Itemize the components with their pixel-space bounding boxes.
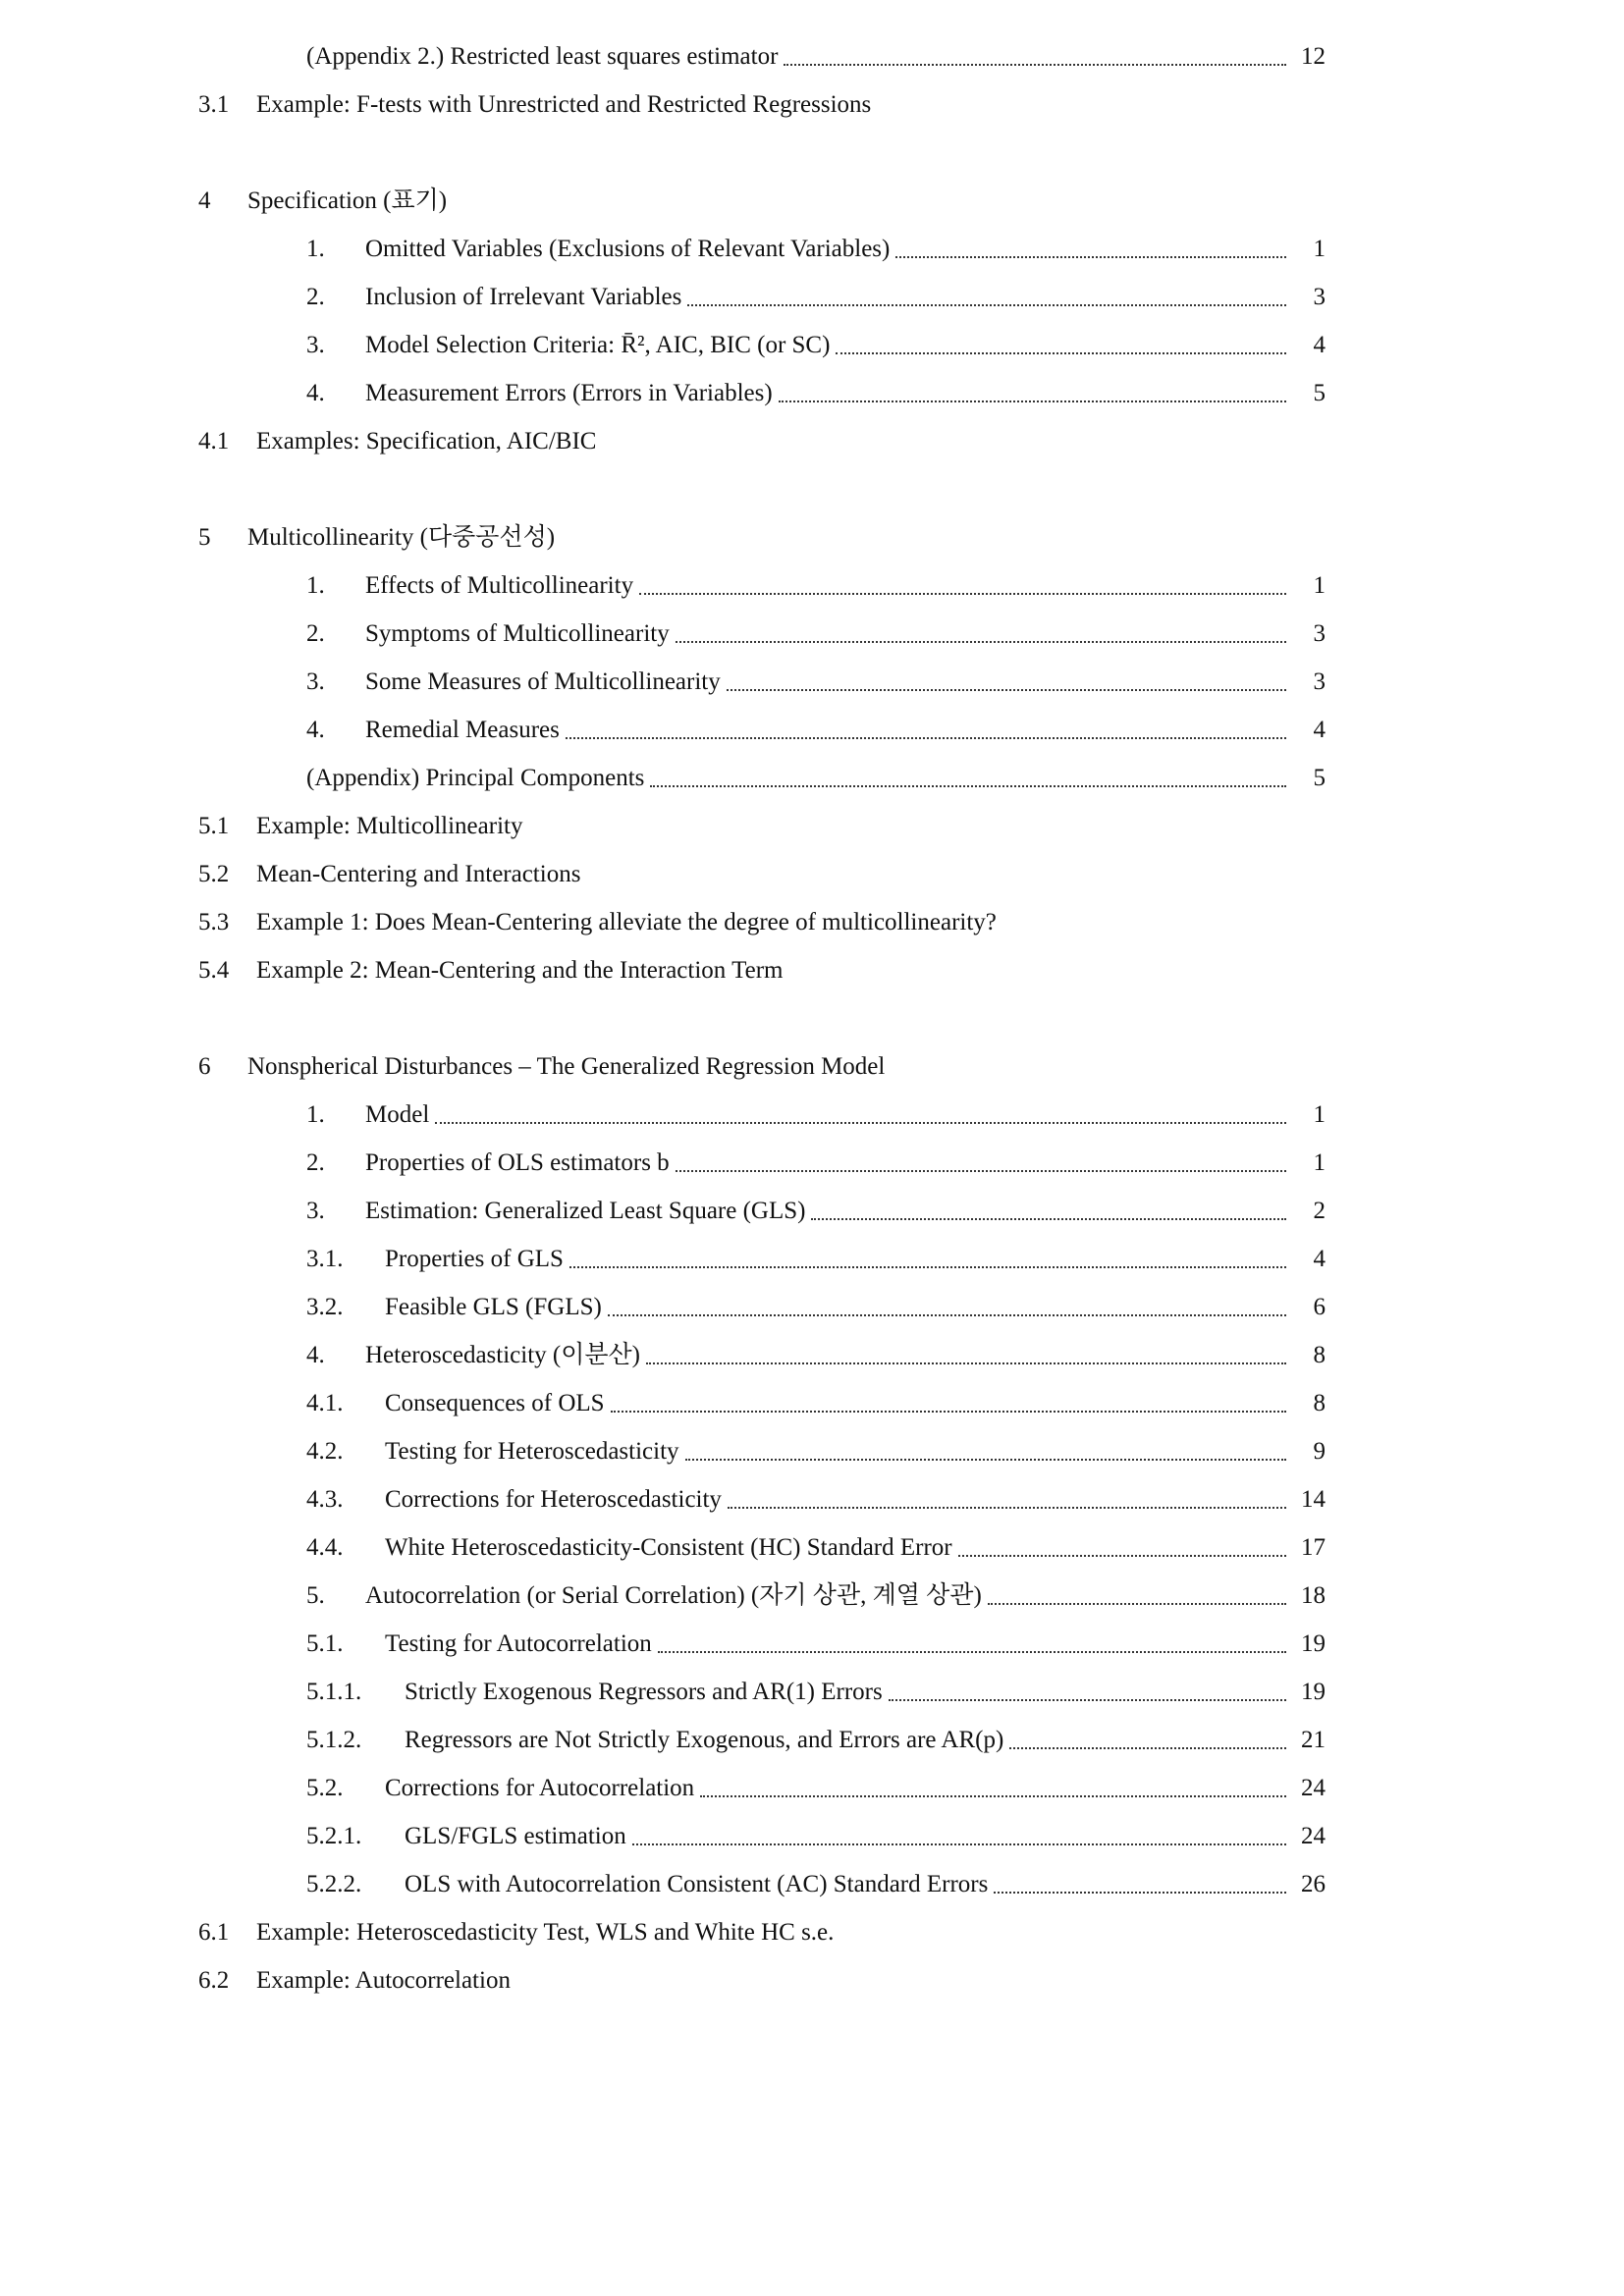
entry-title: Properties of OLS estimators b <box>365 1149 670 1176</box>
toc-entry[interactable] <box>0 1235 1624 1283</box>
entry-number: 3.1 <box>198 91 230 118</box>
entry-number: 4.4. <box>306 1534 344 1561</box>
entry-number: 4 <box>198 187 211 214</box>
dot-leader <box>836 352 1286 354</box>
toc-entry[interactable] <box>0 1427 1624 1475</box>
dot-leader <box>727 689 1286 691</box>
entry-number: 1. <box>306 236 325 262</box>
page-number: 24 <box>1301 1775 1326 1801</box>
entry-title: Testing for Autocorrelation <box>385 1630 652 1657</box>
page-number: 21 <box>1301 1727 1326 1753</box>
toc-example-entry[interactable] <box>0 1908 1624 1956</box>
page-number: 1 <box>1313 572 1326 599</box>
page-number: 1 <box>1313 1101 1326 1128</box>
dot-leader <box>566 737 1286 739</box>
page-number: 4 <box>1313 332 1326 358</box>
entry-number: 4. <box>306 380 325 406</box>
toc-entry[interactable] <box>0 321 1624 369</box>
entry-title: Example 2: Mean-Centering and the Interaction Term <box>256 957 784 984</box>
toc-entry[interactable] <box>0 1187 1624 1235</box>
entry-leader-line <box>365 1139 1286 1187</box>
entry-leader-line <box>365 561 1286 610</box>
entry-title: Example: Multicollinearity <box>256 813 523 839</box>
entry-number: 4. <box>306 717 325 743</box>
entry-leader-line <box>365 706 1286 754</box>
page-number: 8 <box>1313 1390 1326 1416</box>
toc-section-heading[interactable] <box>0 513 1624 561</box>
entry-number: 5.1.2. <box>306 1727 362 1753</box>
entry-leader-line <box>405 1812 1286 1860</box>
entry-leader-line <box>365 1187 1286 1235</box>
entry-number: 5.4 <box>198 957 230 984</box>
toc-entry[interactable] <box>0 1620 1624 1668</box>
entry-title: Corrections for Heteroscedasticity <box>385 1486 722 1513</box>
entry-title: Testing for Heteroscedasticity <box>385 1438 679 1465</box>
entry-leader-line <box>385 1379 1286 1427</box>
entry-title: Example 1: Does Mean-Centering alleviate the degree of multicollinearity? <box>256 909 997 935</box>
dot-leader <box>676 1170 1286 1172</box>
toc-entry[interactable] <box>0 754 1624 802</box>
entry-title: Mean-Centering and Interactions <box>256 861 581 887</box>
page-number: 19 <box>1301 1679 1326 1705</box>
dot-leader <box>779 400 1286 402</box>
toc-entry[interactable] <box>0 1668 1624 1716</box>
entry-title: Specification (표기) <box>247 187 448 214</box>
toc-entry[interactable] <box>0 658 1624 706</box>
entry-number: 5.1. <box>306 1630 344 1657</box>
entry-leader-line <box>405 1668 1286 1716</box>
toc-example-entry[interactable] <box>0 417 1624 465</box>
toc-example-entry[interactable] <box>0 898 1624 946</box>
entry-title: Nonspherical Disturbances – The Generalized Regression Model <box>247 1053 886 1080</box>
page-number: 26 <box>1301 1871 1326 1897</box>
page-number: 9 <box>1313 1438 1326 1465</box>
entry-number: 6.1 <box>198 1919 230 1946</box>
page-number: 18 <box>1301 1582 1326 1609</box>
entry-leader-line <box>385 1283 1286 1331</box>
entry-number: 5.2.2. <box>306 1871 362 1897</box>
dot-leader <box>988 1603 1286 1605</box>
toc-entry[interactable] <box>0 1379 1624 1427</box>
section-spacer <box>0 129 1624 177</box>
toc-entry[interactable] <box>0 1475 1624 1523</box>
entry-title: Measurement Errors (Errors in Variables) <box>365 380 773 406</box>
entry-title: White Heteroscedasticity-Consistent (HC) Standard Error <box>385 1534 952 1561</box>
toc-entry[interactable] <box>0 1331 1624 1379</box>
entry-title: Omitted Variables (Exclusions of Relevant Variables) <box>365 236 891 262</box>
entry-title: Consequences of OLS <box>385 1390 605 1416</box>
dot-leader <box>687 304 1286 306</box>
entry-leader-line <box>365 1091 1286 1139</box>
entry-title: GLS/FGLS estimation <box>405 1823 626 1849</box>
entry-leader-line <box>385 1475 1286 1523</box>
entry-number: 2. <box>306 620 325 647</box>
entry-number: 2. <box>306 284 325 310</box>
entry-title: Model Selection Criteria: R̄², AIC, BIC (or SC) <box>365 332 831 358</box>
entry-number: 6 <box>198 1053 211 1080</box>
entry-number: 1. <box>306 572 325 599</box>
entry-title: Example: Heteroscedasticity Test, WLS and White HC s.e. <box>256 1919 835 1946</box>
dot-leader <box>658 1651 1286 1653</box>
entry-title: Example: Autocorrelation <box>256 1967 511 1994</box>
dot-leader <box>611 1411 1286 1413</box>
entry-title: OLS with Autocorrelation Consistent (AC) Standard Errors <box>405 1871 989 1897</box>
toc-example-entry[interactable] <box>0 802 1624 850</box>
page-number: 19 <box>1301 1630 1326 1657</box>
page-number: 1 <box>1313 1149 1326 1176</box>
toc-entry[interactable] <box>0 1572 1624 1620</box>
toc-entry[interactable] <box>0 706 1624 754</box>
entry-number: 5 <box>198 524 211 551</box>
entry-title: (Appendix 2.) Restricted least squares estimator <box>306 43 779 70</box>
page-number: 5 <box>1313 380 1326 406</box>
toc-example-entry[interactable] <box>0 946 1624 994</box>
entry-number: 3. <box>306 332 325 358</box>
page-number: 8 <box>1313 1342 1326 1368</box>
page-number: 2 <box>1313 1198 1326 1224</box>
entry-number: 5. <box>306 1582 325 1609</box>
entry-number: 3. <box>306 1198 325 1224</box>
entry-leader-line <box>365 321 1286 369</box>
page-number: 3 <box>1313 668 1326 695</box>
dot-leader <box>811 1218 1286 1220</box>
page-number: 5 <box>1313 765 1326 791</box>
dot-leader <box>650 785 1286 787</box>
dot-leader <box>676 641 1286 643</box>
entry-leader-line <box>365 658 1286 706</box>
entry-number: 2. <box>306 1149 325 1176</box>
toc-entry[interactable] <box>0 32 1624 80</box>
entry-title: Multicollinearity (다중공선성) <box>247 524 556 551</box>
entry-title: Strictly Exogenous Regressors and AR(1) Errors <box>405 1679 883 1705</box>
entry-title: Corrections for Autocorrelation <box>385 1775 695 1801</box>
entry-number: 5.3 <box>198 909 230 935</box>
toc-entry[interactable] <box>0 1812 1624 1860</box>
dot-leader <box>958 1555 1286 1557</box>
toc-entry[interactable] <box>0 1860 1624 1908</box>
entry-title: Autocorrelation (or Serial Correlation) (자기 상관, 계열 상관) <box>365 1582 982 1609</box>
dot-leader <box>895 256 1286 258</box>
toc-entry[interactable] <box>0 1716 1624 1764</box>
dot-leader <box>889 1699 1286 1701</box>
entry-leader-line <box>365 1572 1286 1620</box>
dot-leader <box>569 1266 1286 1268</box>
entry-leader-line <box>365 1331 1286 1379</box>
section-spacer <box>0 994 1624 1042</box>
toc-example-entry[interactable] <box>0 1956 1624 2004</box>
entry-title: Regressors are Not Strictly Exogenous, and Errors are AR(p) <box>405 1727 1004 1753</box>
entry-leader-line <box>365 225 1286 273</box>
entry-title: Inclusion of Irrelevant Variables <box>365 284 682 310</box>
entry-leader-line <box>306 754 1286 802</box>
section-spacer <box>0 465 1624 513</box>
dot-leader <box>700 1795 1286 1797</box>
entry-leader-line <box>365 273 1286 321</box>
entry-title: Properties of GLS <box>385 1246 564 1272</box>
entry-number: 3.1. <box>306 1246 344 1272</box>
page-number: 24 <box>1301 1823 1326 1849</box>
entry-title: Remedial Measures <box>365 717 560 743</box>
entry-leader-line <box>385 1523 1286 1572</box>
toc-entry[interactable] <box>0 1091 1624 1139</box>
page-number: 4 <box>1313 1246 1326 1272</box>
dot-leader <box>728 1507 1286 1509</box>
entry-title: Effects of Multicollinearity <box>365 572 634 599</box>
entry-title: Feasible GLS (FGLS) <box>385 1294 602 1320</box>
dot-leader <box>784 64 1286 66</box>
entry-leader-line <box>365 610 1286 658</box>
toc-entry[interactable] <box>0 610 1624 658</box>
toc-entry[interactable] <box>0 1764 1624 1812</box>
entry-leader-line <box>385 1427 1286 1475</box>
dot-leader <box>435 1122 1286 1124</box>
page-number: 3 <box>1313 284 1326 310</box>
entry-number: 5.2 <box>198 861 230 887</box>
dot-leader <box>639 593 1286 595</box>
entry-leader-line <box>385 1620 1286 1668</box>
toc-entry[interactable] <box>0 1139 1624 1187</box>
dot-leader <box>608 1314 1286 1316</box>
entry-title: Model <box>365 1101 430 1128</box>
dot-leader <box>685 1459 1286 1461</box>
page-number: 1 <box>1313 236 1326 262</box>
toc-example-entry[interactable] <box>0 850 1624 898</box>
entry-number: 5.1.1. <box>306 1679 362 1705</box>
entry-number: 5.1 <box>198 813 230 839</box>
entry-title: Heteroscedasticity (이분산) <box>365 1342 640 1368</box>
page-number: 14 <box>1301 1486 1326 1513</box>
entry-title: Estimation: Generalized Least Square (GLS) <box>365 1198 806 1224</box>
page-number: 6 <box>1313 1294 1326 1320</box>
entry-number: 1. <box>306 1101 325 1128</box>
dot-leader <box>632 1843 1286 1845</box>
dot-leader <box>994 1892 1286 1894</box>
entry-title: Symptoms of Multicollinearity <box>365 620 670 647</box>
dot-leader <box>1009 1747 1286 1749</box>
entry-leader-line <box>385 1764 1286 1812</box>
entry-leader-line <box>365 369 1286 417</box>
page-number: 4 <box>1313 717 1326 743</box>
entry-number: 4.1. <box>306 1390 344 1416</box>
entry-number: 5.2. <box>306 1775 344 1801</box>
entry-title: Some Measures of Multicollinearity <box>365 668 721 695</box>
entry-leader-line <box>385 1235 1286 1283</box>
page-number: 12 <box>1301 43 1326 70</box>
toc-entry[interactable] <box>0 1523 1624 1572</box>
table-of-contents <box>0 32 1624 2004</box>
entry-title: (Appendix) Principal Components <box>306 765 645 791</box>
entry-number: 5.2.1. <box>306 1823 362 1849</box>
entry-number: 3.2. <box>306 1294 344 1320</box>
toc-entry[interactable] <box>0 225 1624 273</box>
toc-section-heading[interactable] <box>0 1042 1624 1091</box>
entry-number: 4. <box>306 1342 325 1368</box>
entry-leader-line <box>405 1716 1286 1764</box>
toc-entry[interactable] <box>0 369 1624 417</box>
entry-title: Examples: Specification, AIC/BIC <box>256 428 597 454</box>
entry-title: Example: F-tests with Unrestricted and Restricted Regressions <box>256 91 872 118</box>
toc-entry[interactable] <box>0 1283 1624 1331</box>
toc-entry[interactable] <box>0 561 1624 610</box>
entry-number: 4.1 <box>198 428 230 454</box>
entry-number: 6.2 <box>198 1967 230 1994</box>
entry-number: 4.2. <box>306 1438 344 1465</box>
toc-entry[interactable] <box>0 273 1624 321</box>
page-number: 17 <box>1301 1534 1326 1561</box>
toc-example-entry[interactable] <box>0 80 1624 129</box>
dot-leader <box>646 1362 1286 1364</box>
entry-leader-line <box>405 1860 1286 1908</box>
entry-number: 3. <box>306 668 325 695</box>
entry-leader-line <box>306 32 1286 80</box>
page-number: 3 <box>1313 620 1326 647</box>
entry-number: 4.3. <box>306 1486 344 1513</box>
toc-section-heading[interactable] <box>0 177 1624 225</box>
